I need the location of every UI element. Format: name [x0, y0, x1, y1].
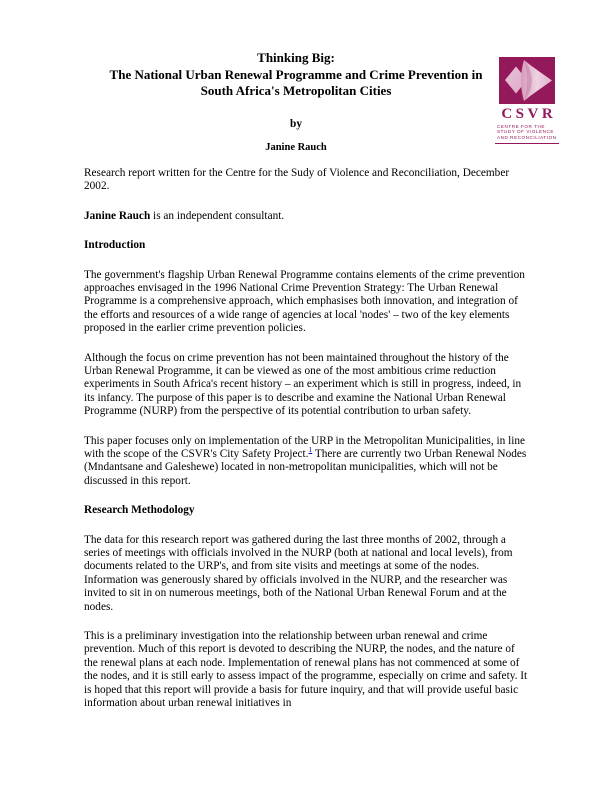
text-run: Although the focus on crime prevention has not been maintained throughout the history of the Urban Renewal Programme, it can be viewed as one of the most ambitious crime reduction experiments in South Africa's recent history – an experiment which is still in progress, indeed, in its infancy. The purpose of this paper is to describe and examine the National Urban Renewal Programme (NURP) from the perspective of its potential contribution to urban safety.	[84, 351, 522, 418]
title-line-2: The National Urban Renewal Programme and Crime Prevention in	[109, 66, 483, 82]
paragraph	[84, 534, 530, 614]
bold-text: Janine Rauch	[84, 209, 151, 222]
text-run: The government's flagship Urban Renewal Programme contains elements of the crime prevention approaches envisaged in the 1996 National Crime Prevention Strategy: The Urban Renewal Programme is a comprehensive approach, which emphasises both innovation, and integration of the efforts and resources of a wide range of agencies at local 'nodes' – two of the key elements proposed in the earlier crime prevention policies.	[84, 268, 525, 335]
paragraph	[84, 352, 530, 419]
text-run: Introduction	[84, 239, 146, 252]
paragraph	[84, 210, 530, 223]
author-name: Janine Rauch	[265, 141, 327, 153]
document-body	[84, 167, 530, 711]
document-content	[84, 50, 530, 727]
text-run: is an independent consultant.	[150, 209, 285, 222]
text-run: Research Methodology	[84, 504, 195, 517]
paragraph	[84, 167, 530, 194]
csvr-logo-mark-icon	[499, 57, 555, 104]
paragraph	[84, 435, 530, 489]
section-heading	[84, 239, 530, 252]
document-title	[84, 50, 508, 100]
csvr-tagline-line-3: AND RECONCILIATION	[497, 134, 557, 140]
csvr-logo-acronym: CSVR	[501, 106, 557, 122]
paragraph	[84, 269, 530, 336]
section-heading	[84, 504, 530, 517]
byline: by	[290, 117, 302, 130]
csvr-logo	[495, 57, 559, 144]
text-run: There are currently two Urban Renewal Nodes (Mndantsane and Galeshewe) located in non-metropolitan municipalities, which will not be discussed in this report.	[84, 448, 527, 487]
csvr-tagline-line-1: CENTRE FOR THE	[497, 124, 545, 129]
footnote-link[interactable]: 1	[308, 445, 313, 455]
paragraph	[84, 630, 530, 710]
title-line-1: Thinking Big:	[257, 50, 335, 65]
title-line-3: South Africa's Metropolitan Cities	[200, 83, 392, 98]
csvr-logo-tagline	[495, 124, 559, 144]
csvr-tagline-line-2: STUDY OF VIOLENCE	[497, 129, 554, 135]
text-run: This is a preliminary investigation into the relationship between urban renewal and crime prevention. Much of this report is devoted to describing the NURP, the nodes, and the nature of the renewal plans at each node. Implementation of renewal plans has not commenced at some of the nodes, and it is still early to assess impact of the programme, especially on crime and safety. It is hoped that this report will provide a basis for future inquiry, and that will provide useful basic information about urban renewal initiatives in	[84, 630, 528, 710]
text-run: The data for this research report was gathered during the last three months of 2002, through a series of meetings with officials involved in the NURP (both at national and local levels), from documents related to the URP's, and from site visits and meetings at some of the nodes. Information was generously shared by officials involved in the NURP, and the researcher was invited to sit in on numerous meetings, both of the National Urban Renewal Forum and at the nodes.	[84, 533, 513, 613]
text-run: Research report written for the Centre for the Sudy of Violence and Reconciliation, December 2002.	[84, 166, 510, 193]
text-run: This paper focuses only on implementation of the URP in the Metropolitan Municipalities, in line with the scope of the CSVR's City Safety Project.	[84, 434, 526, 460]
